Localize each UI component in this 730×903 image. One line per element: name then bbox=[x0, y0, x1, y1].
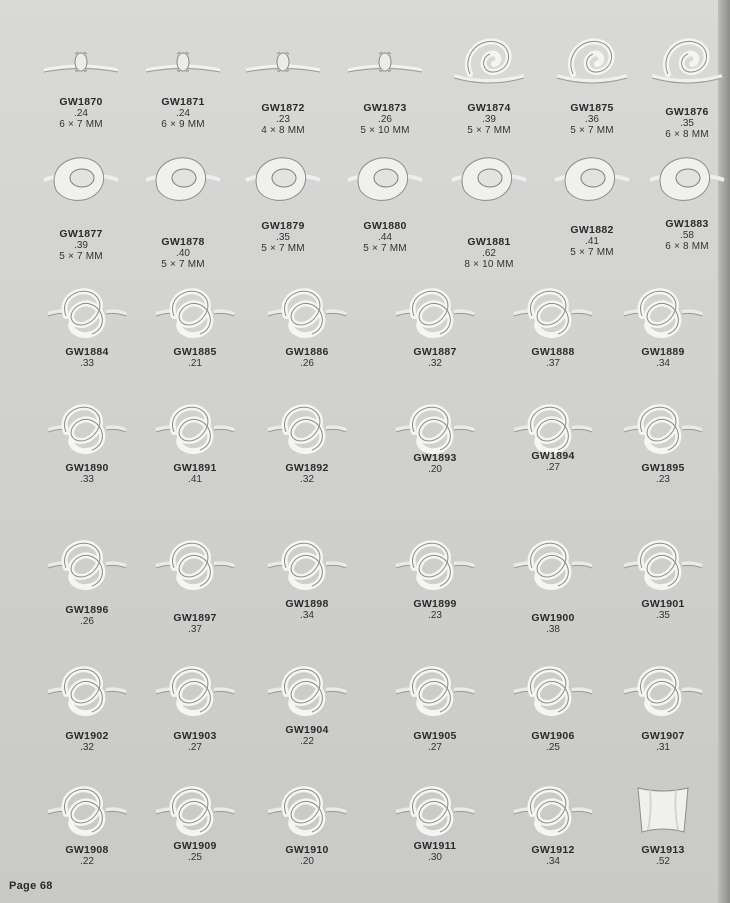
item-size: 6 × 7 MM bbox=[59, 119, 103, 130]
item-weight: .24 bbox=[176, 108, 190, 119]
item-size: 4 × 8 MM bbox=[261, 125, 305, 136]
item-weight: .23 bbox=[656, 474, 670, 485]
catalog-item-gw1889 bbox=[608, 282, 718, 369]
catalog-item-gw1887 bbox=[380, 282, 490, 369]
ring-image-icon bbox=[537, 32, 647, 90]
item-size: 5 × 7 MM bbox=[570, 125, 614, 136]
ring-image-icon bbox=[32, 660, 142, 718]
item-code: GW1912 bbox=[531, 844, 575, 856]
item-code: GW1884 bbox=[65, 346, 109, 358]
ring-image-icon bbox=[632, 32, 730, 90]
item-weight: .33 bbox=[80, 358, 94, 369]
catalog-item-gw1878 bbox=[128, 150, 238, 270]
item-code: GW1885 bbox=[173, 346, 217, 358]
ring-image-icon bbox=[434, 150, 544, 208]
catalog-item-gw1901 bbox=[608, 534, 718, 621]
item-weight: .35 bbox=[680, 118, 694, 129]
catalog-item-gw1893 bbox=[380, 398, 490, 475]
item-weight: .23 bbox=[276, 114, 290, 125]
item-weight: .32 bbox=[80, 742, 94, 753]
catalog-item-gw1899 bbox=[380, 534, 490, 621]
catalog-item-gw1872 bbox=[228, 32, 338, 136]
item-code: GW1904 bbox=[285, 724, 329, 736]
catalog-item-gw1907 bbox=[608, 660, 718, 753]
item-weight: .52 bbox=[656, 856, 670, 867]
catalog-item-gw1883 bbox=[632, 150, 730, 252]
item-code: GW1872 bbox=[261, 102, 305, 114]
item-code: GW1880 bbox=[363, 220, 407, 232]
item-size: 5 × 7 MM bbox=[467, 125, 511, 136]
item-weight: .37 bbox=[546, 358, 560, 369]
item-code: GW1906 bbox=[531, 730, 575, 742]
page-number: Page 68 bbox=[9, 880, 53, 892]
item-code: GW1870 bbox=[59, 96, 103, 108]
item-code: GW1895 bbox=[641, 462, 685, 474]
item-code: GW1908 bbox=[65, 844, 109, 856]
catalog-item-gw1912 bbox=[498, 780, 608, 867]
ring-image-icon bbox=[380, 534, 490, 592]
item-weight: .26 bbox=[378, 114, 392, 125]
item-weight: .41 bbox=[188, 474, 202, 485]
item-size: 6 × 8 MM bbox=[665, 241, 709, 252]
item-weight: .62 bbox=[482, 248, 496, 259]
item-weight: .40 bbox=[176, 248, 190, 259]
ring-image-icon bbox=[228, 32, 338, 90]
item-weight: .26 bbox=[300, 358, 314, 369]
item-size: 5 × 10 MM bbox=[360, 125, 410, 136]
item-code: GW1876 bbox=[665, 106, 709, 118]
item-code: GW1881 bbox=[467, 236, 511, 248]
item-weight: .58 bbox=[680, 230, 694, 241]
ring-image-icon bbox=[608, 398, 718, 456]
ring-image-icon bbox=[608, 780, 718, 838]
item-code: GW1901 bbox=[641, 598, 685, 610]
item-weight: .27 bbox=[546, 462, 560, 473]
ring-image-icon bbox=[380, 660, 490, 718]
ring-image-icon bbox=[140, 398, 250, 456]
item-code: GW1913 bbox=[641, 844, 685, 856]
ring-image-icon bbox=[128, 150, 238, 208]
catalog-item-gw1892 bbox=[252, 398, 362, 485]
item-code: GW1891 bbox=[173, 462, 217, 474]
ring-image-icon bbox=[498, 780, 608, 838]
ring-image-icon bbox=[252, 534, 362, 592]
catalog-item-gw1894 bbox=[498, 398, 608, 473]
ring-image-icon bbox=[252, 398, 362, 456]
item-weight: .25 bbox=[546, 742, 560, 753]
catalog-item-gw1885 bbox=[140, 282, 250, 369]
ring-image-icon bbox=[498, 660, 608, 718]
catalog-item-gw1904 bbox=[252, 660, 362, 747]
ring-image-icon bbox=[32, 282, 142, 340]
catalog-item-gw1903 bbox=[140, 660, 250, 753]
item-weight: .34 bbox=[546, 856, 560, 867]
item-code: GW1903 bbox=[173, 730, 217, 742]
item-code: GW1911 bbox=[413, 840, 457, 852]
item-code: GW1882 bbox=[570, 224, 614, 236]
catalog-item-gw1876 bbox=[632, 32, 730, 140]
ring-image-icon bbox=[26, 150, 136, 208]
item-code: GW1887 bbox=[413, 346, 457, 358]
item-size: 5 × 7 MM bbox=[161, 259, 205, 270]
item-code: GW1890 bbox=[65, 462, 109, 474]
item-code: GW1888 bbox=[531, 346, 575, 358]
ring-image-icon bbox=[380, 780, 490, 838]
ring-image-icon bbox=[252, 780, 362, 838]
catalog-item-gw1897 bbox=[140, 534, 250, 635]
item-weight: .35 bbox=[276, 232, 290, 243]
ring-image-icon bbox=[140, 780, 250, 838]
catalog-item-gw1911 bbox=[380, 780, 490, 863]
ring-image-icon bbox=[608, 534, 718, 592]
ring-image-icon bbox=[608, 282, 718, 340]
ring-image-icon bbox=[32, 780, 142, 838]
catalog-item-gw1909 bbox=[140, 780, 250, 863]
item-code: GW1898 bbox=[285, 598, 329, 610]
item-code: GW1877 bbox=[59, 228, 103, 240]
ring-image-icon bbox=[537, 150, 647, 208]
item-weight: .32 bbox=[300, 474, 314, 485]
item-weight: .36 bbox=[585, 114, 599, 125]
item-weight: .25 bbox=[188, 852, 202, 863]
catalog-item-gw1879 bbox=[228, 150, 338, 254]
item-weight: .21 bbox=[188, 358, 202, 369]
catalog-item-gw1891 bbox=[140, 398, 250, 485]
item-weight: .24 bbox=[74, 108, 88, 119]
item-weight: .37 bbox=[188, 624, 202, 635]
item-weight: .27 bbox=[188, 742, 202, 753]
ring-image-icon bbox=[140, 534, 250, 592]
catalog-item-gw1881 bbox=[434, 150, 544, 270]
ring-image-icon bbox=[228, 150, 338, 208]
catalog-item-gw1890 bbox=[32, 398, 142, 485]
item-weight: .38 bbox=[546, 624, 560, 635]
item-weight: .22 bbox=[80, 856, 94, 867]
item-size: 8 × 10 MM bbox=[464, 259, 514, 270]
item-weight: .32 bbox=[428, 358, 442, 369]
item-code: GW1878 bbox=[161, 236, 205, 248]
item-code: GW1910 bbox=[285, 844, 329, 856]
catalog-item-gw1886 bbox=[252, 282, 362, 369]
item-weight: .34 bbox=[300, 610, 314, 621]
item-weight: .20 bbox=[428, 464, 442, 475]
catalog-item-gw1875 bbox=[537, 32, 647, 136]
catalog-item-gw1898 bbox=[252, 534, 362, 621]
item-size: 5 × 7 MM bbox=[261, 243, 305, 254]
item-code: GW1871 bbox=[161, 96, 205, 108]
item-code: GW1883 bbox=[665, 218, 709, 230]
ring-image-icon bbox=[330, 32, 440, 90]
item-code: GW1894 bbox=[531, 450, 575, 462]
catalog-item-gw1895 bbox=[608, 398, 718, 485]
item-code: GW1874 bbox=[467, 102, 511, 114]
item-code: GW1889 bbox=[641, 346, 685, 358]
ring-image-icon bbox=[140, 282, 250, 340]
item-weight: .33 bbox=[80, 474, 94, 485]
ring-image-icon bbox=[498, 534, 608, 592]
ring-image-icon bbox=[32, 534, 142, 592]
ring-image-icon bbox=[498, 398, 608, 456]
catalog-item-gw1880 bbox=[330, 150, 440, 254]
catalog-item-gw1877 bbox=[26, 150, 136, 262]
item-weight: .22 bbox=[300, 736, 314, 747]
item-size: 5 × 7 MM bbox=[59, 251, 103, 262]
ring-image-icon bbox=[380, 282, 490, 340]
item-weight: .31 bbox=[656, 742, 670, 753]
item-code: GW1897 bbox=[173, 612, 217, 624]
item-code: GW1892 bbox=[285, 462, 329, 474]
ring-image-icon bbox=[252, 282, 362, 340]
item-weight: .27 bbox=[428, 742, 442, 753]
item-code: GW1902 bbox=[65, 730, 109, 742]
item-weight: .41 bbox=[585, 236, 599, 247]
ring-image-icon bbox=[434, 32, 544, 90]
catalog-item-gw1908 bbox=[32, 780, 142, 867]
item-code: GW1896 bbox=[65, 604, 109, 616]
catalog-item-gw1910 bbox=[252, 780, 362, 867]
item-size: 5 × 7 MM bbox=[570, 247, 614, 258]
ring-image-icon bbox=[252, 660, 362, 718]
item-size: 6 × 8 MM bbox=[665, 129, 709, 140]
item-weight: .39 bbox=[482, 114, 496, 125]
item-code: GW1875 bbox=[570, 102, 614, 114]
item-code: GW1893 bbox=[413, 452, 457, 464]
item-weight: .20 bbox=[300, 856, 314, 867]
item-weight: .34 bbox=[656, 358, 670, 369]
catalog-item-gw1905 bbox=[380, 660, 490, 753]
ring-image-icon bbox=[26, 32, 136, 90]
item-code: GW1905 bbox=[413, 730, 457, 742]
ring-image-icon bbox=[632, 150, 730, 208]
item-code: GW1907 bbox=[641, 730, 685, 742]
catalog-item-gw1913 bbox=[608, 780, 718, 867]
catalog-item-gw1882 bbox=[537, 150, 647, 258]
ring-image-icon bbox=[608, 660, 718, 718]
ring-image-icon bbox=[128, 32, 238, 90]
catalog-item-gw1906 bbox=[498, 660, 608, 753]
item-code: GW1899 bbox=[413, 598, 457, 610]
item-code: GW1900 bbox=[531, 612, 575, 624]
catalog-item-gw1896 bbox=[32, 534, 142, 627]
catalog-item-gw1900 bbox=[498, 534, 608, 635]
ring-image-icon bbox=[32, 398, 142, 456]
catalog-item-gw1871 bbox=[128, 32, 238, 130]
item-weight: .44 bbox=[378, 232, 392, 243]
item-weight: .39 bbox=[74, 240, 88, 251]
item-weight: .35 bbox=[656, 610, 670, 621]
catalog-item-gw1884 bbox=[32, 282, 142, 369]
catalog-item-gw1870 bbox=[26, 32, 136, 130]
catalog-item-gw1888 bbox=[498, 282, 608, 369]
item-weight: .23 bbox=[428, 610, 442, 621]
item-code: GW1873 bbox=[363, 102, 407, 114]
item-size: 6 × 9 MM bbox=[161, 119, 205, 130]
item-code: GW1909 bbox=[173, 840, 217, 852]
ring-image-icon bbox=[380, 398, 490, 456]
catalog-item-gw1873 bbox=[330, 32, 440, 136]
item-size: 5 × 7 MM bbox=[363, 243, 407, 254]
item-weight: .26 bbox=[80, 616, 94, 627]
ring-image-icon bbox=[498, 282, 608, 340]
catalog-item-gw1874 bbox=[434, 32, 544, 136]
ring-image-icon bbox=[330, 150, 440, 208]
item-code: GW1879 bbox=[261, 220, 305, 232]
item-weight: .30 bbox=[428, 852, 442, 863]
catalog-item-gw1902 bbox=[32, 660, 142, 753]
ring-image-icon bbox=[140, 660, 250, 718]
item-code: GW1886 bbox=[285, 346, 329, 358]
